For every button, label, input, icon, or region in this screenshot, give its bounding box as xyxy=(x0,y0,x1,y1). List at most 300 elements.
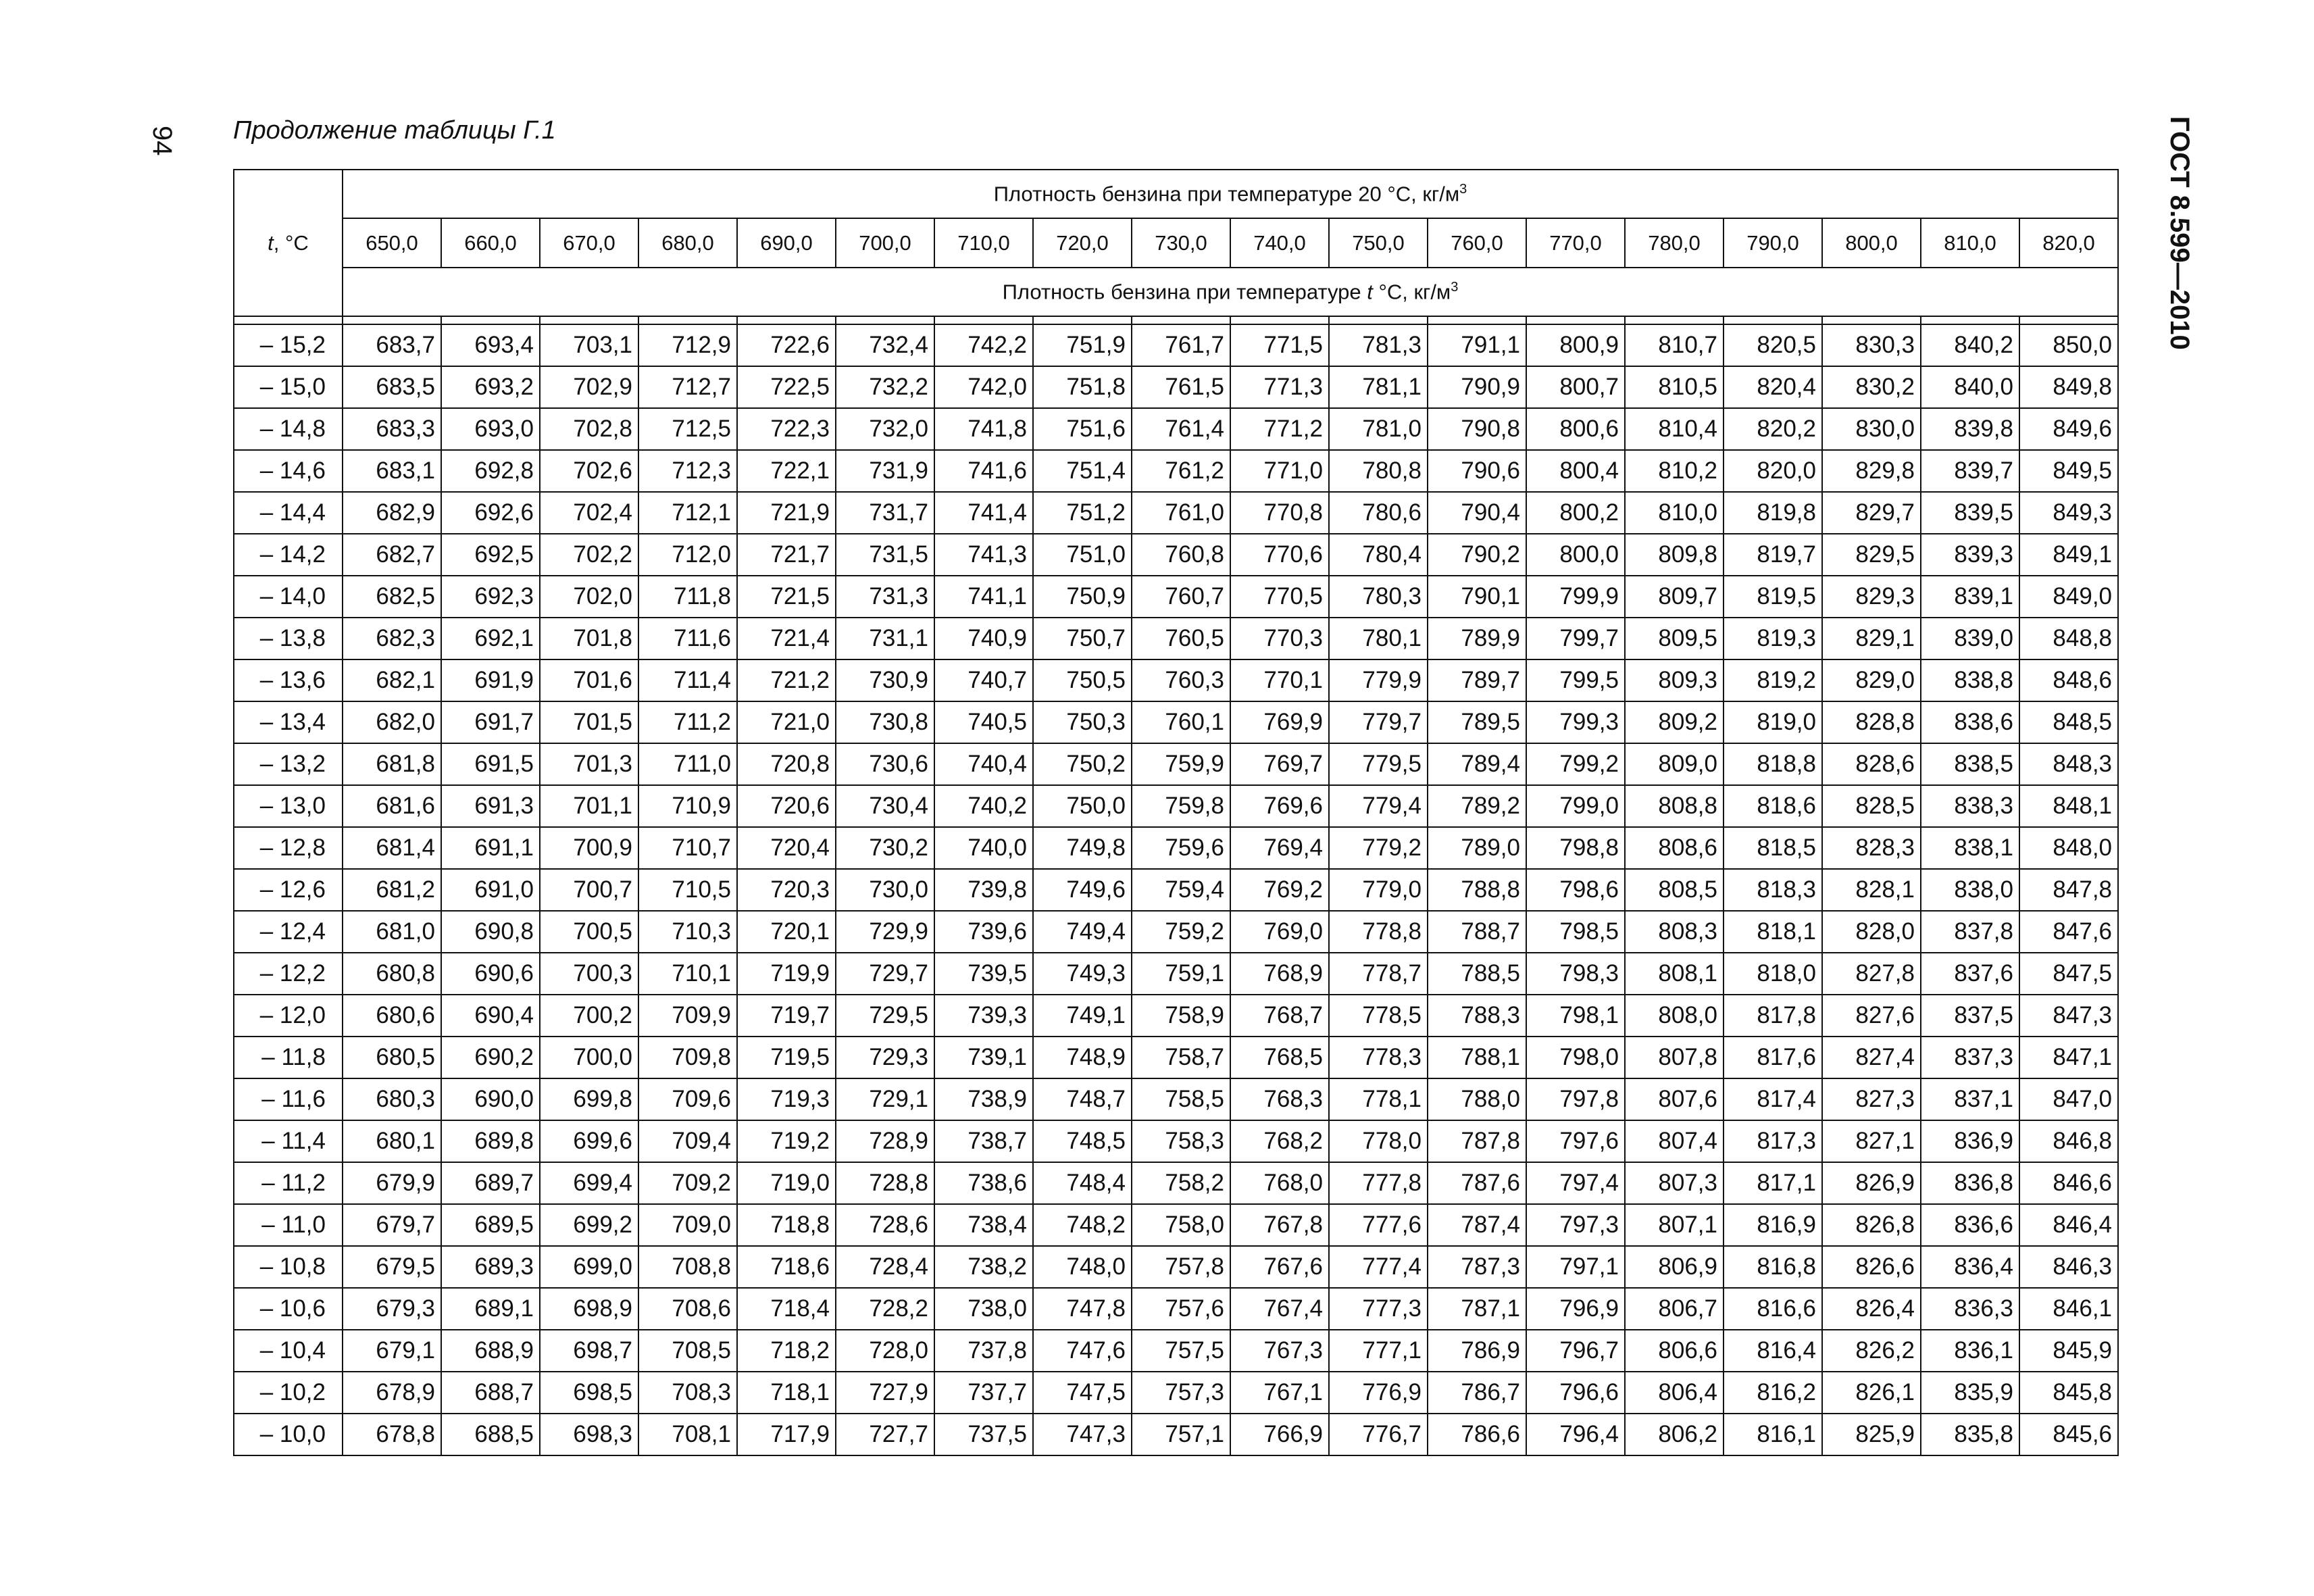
density-cell: 789,7 xyxy=(1428,659,1526,701)
density-cell: 767,3 xyxy=(1230,1330,1329,1372)
density-cell: 797,6 xyxy=(1526,1120,1625,1162)
density-cell: 800,7 xyxy=(1526,366,1625,408)
density-cell: 771,5 xyxy=(1230,324,1329,366)
density-cell: 797,4 xyxy=(1526,1162,1625,1204)
density-cell: 847,0 xyxy=(2019,1078,2118,1120)
density-cell: 691,9 xyxy=(441,659,540,701)
density-cell: 731,5 xyxy=(836,534,934,576)
temperature-cell: – 10,0 xyxy=(234,1414,343,1455)
table-row xyxy=(234,1288,2118,1330)
density-cell: 741,6 xyxy=(934,450,1033,492)
density-cell: 810,4 xyxy=(1625,408,1724,450)
density-cell: 816,4 xyxy=(1724,1330,1822,1372)
density-cell: 721,5 xyxy=(737,576,836,618)
density-cell: 816,1 xyxy=(1724,1414,1822,1455)
density-cell: 816,8 xyxy=(1724,1246,1822,1288)
density-cell: 827,3 xyxy=(1822,1078,1921,1120)
density-cell: 771,0 xyxy=(1230,450,1329,492)
density-cell: 797,1 xyxy=(1526,1246,1625,1288)
density-cell: 703,1 xyxy=(540,324,638,366)
density-cell: 708,8 xyxy=(638,1246,737,1288)
table-row xyxy=(234,869,2118,911)
table-row xyxy=(234,953,2118,995)
density-cell: 749,6 xyxy=(1033,869,1132,911)
density-cell: 796,6 xyxy=(1526,1372,1625,1414)
table-row xyxy=(234,1414,2118,1455)
density-cell: 748,9 xyxy=(1033,1037,1132,1078)
density-20-header-cell: 800,0 xyxy=(1822,218,1921,268)
spacer-cell xyxy=(1724,316,1822,324)
density-cell: 848,8 xyxy=(2019,618,2118,659)
density-cell: 729,9 xyxy=(836,911,934,953)
density-cell: 838,5 xyxy=(1921,743,2019,785)
density-cell: 708,1 xyxy=(638,1414,737,1455)
density-cell: 742,0 xyxy=(934,366,1033,408)
density-cell: 680,6 xyxy=(343,995,441,1037)
density-cell: 819,5 xyxy=(1724,576,1822,618)
density-cell: 681,2 xyxy=(343,869,441,911)
density-cell: 770,5 xyxy=(1230,576,1329,618)
density-cell: 720,1 xyxy=(737,911,836,953)
density-cell: 747,6 xyxy=(1033,1330,1132,1372)
density-cell: 787,6 xyxy=(1428,1162,1526,1204)
density-cell: 798,3 xyxy=(1526,953,1625,995)
density-20-header-cell: 680,0 xyxy=(638,218,737,268)
density-20-header-cell: 670,0 xyxy=(540,218,638,268)
density-20-header-cell: 650,0 xyxy=(343,218,441,268)
density-cell: 738,9 xyxy=(934,1078,1033,1120)
density-cell: 711,0 xyxy=(638,743,737,785)
density-cell: 849,1 xyxy=(2019,534,2118,576)
density-cell: 691,1 xyxy=(441,827,540,869)
density-cell: 799,9 xyxy=(1526,576,1625,618)
density-cell: 761,4 xyxy=(1132,408,1230,450)
density-cell: 799,7 xyxy=(1526,618,1625,659)
density-cell: 828,6 xyxy=(1822,743,1921,785)
density-cell: 787,1 xyxy=(1428,1288,1526,1330)
spacer-cell xyxy=(1033,316,1132,324)
density-cell: 680,8 xyxy=(343,953,441,995)
density-cell: 829,5 xyxy=(1822,534,1921,576)
density-cell: 692,8 xyxy=(441,450,540,492)
density-at-20-text: Плотность бензина при температуре 20 °С, кг/м xyxy=(993,182,1460,206)
table-row xyxy=(234,911,2118,953)
spacer-cell xyxy=(1921,316,2019,324)
density-cell: 680,1 xyxy=(343,1120,441,1162)
density-cell: 846,1 xyxy=(2019,1288,2118,1330)
density-cell: 819,3 xyxy=(1724,618,1822,659)
density-cell: 840,0 xyxy=(1921,366,2019,408)
density-cell: 808,6 xyxy=(1625,827,1724,869)
density-cell: 820,0 xyxy=(1724,450,1822,492)
density-cell: 692,1 xyxy=(441,618,540,659)
density-cell: 710,7 xyxy=(638,827,737,869)
density-cell: 730,9 xyxy=(836,659,934,701)
density-cell: 702,2 xyxy=(540,534,638,576)
document-code: ГОСТ 8.599—2010 xyxy=(2165,116,2194,350)
density-at-20-header xyxy=(343,170,2118,218)
density-cell: 700,0 xyxy=(540,1037,638,1078)
density-cell: 839,0 xyxy=(1921,618,2019,659)
density-cell: 818,6 xyxy=(1724,785,1822,827)
density-cell: 788,0 xyxy=(1428,1078,1526,1120)
density-cell: 728,8 xyxy=(836,1162,934,1204)
density-cell: 738,2 xyxy=(934,1246,1033,1288)
density-cell: 739,8 xyxy=(934,869,1033,911)
density-cell: 806,4 xyxy=(1625,1372,1724,1414)
density-cell: 850,0 xyxy=(2019,324,2118,366)
density-cell: 826,8 xyxy=(1822,1204,1921,1246)
temperature-cell: – 14,6 xyxy=(234,450,343,492)
density-cell: 758,0 xyxy=(1132,1204,1230,1246)
density-cell: 702,4 xyxy=(540,492,638,534)
density-cell: 719,7 xyxy=(737,995,836,1037)
table-row xyxy=(234,1162,2118,1204)
density-cell: 689,8 xyxy=(441,1120,540,1162)
density-cell: 690,4 xyxy=(441,995,540,1037)
density-cell: 693,2 xyxy=(441,366,540,408)
density-20-header-cell: 770,0 xyxy=(1526,218,1625,268)
density-cell: 760,5 xyxy=(1132,618,1230,659)
table-row xyxy=(234,1078,2118,1120)
density-cell: 839,1 xyxy=(1921,576,2019,618)
density-cell: 688,9 xyxy=(441,1330,540,1372)
density-cell: 680,3 xyxy=(343,1078,441,1120)
density-cell: 779,9 xyxy=(1329,659,1428,701)
density-cell: 757,1 xyxy=(1132,1414,1230,1455)
density-cell: 681,0 xyxy=(343,911,441,953)
spacer-cell xyxy=(234,316,343,324)
density-cell: 728,4 xyxy=(836,1246,934,1288)
density-cell: 829,7 xyxy=(1822,492,1921,534)
density-cell: 800,9 xyxy=(1526,324,1625,366)
density-cell: 787,3 xyxy=(1428,1246,1526,1288)
density-cell: 836,1 xyxy=(1921,1330,2019,1372)
temperature-cell: – 10,8 xyxy=(234,1246,343,1288)
density-cell: 779,5 xyxy=(1329,743,1428,785)
density-cell: 826,1 xyxy=(1822,1372,1921,1414)
density-cell: 708,5 xyxy=(638,1330,737,1372)
density-at-t-sup: 3 xyxy=(1451,279,1459,295)
density-cell: 711,6 xyxy=(638,618,737,659)
density-cell: 849,8 xyxy=(2019,366,2118,408)
density-cell: 727,7 xyxy=(836,1414,934,1455)
density-cell: 816,6 xyxy=(1724,1288,1822,1330)
density-cell: 691,3 xyxy=(441,785,540,827)
density-cell: 771,2 xyxy=(1230,408,1329,450)
density-cell: 699,6 xyxy=(540,1120,638,1162)
density-cell: 712,0 xyxy=(638,534,737,576)
density-cell: 681,4 xyxy=(343,827,441,869)
table-row xyxy=(234,1372,2118,1414)
density-cell: 778,7 xyxy=(1329,953,1428,995)
density-cell: 798,8 xyxy=(1526,827,1625,869)
density-cell: 740,5 xyxy=(934,701,1033,743)
density-cell: 740,9 xyxy=(934,618,1033,659)
density-cell: 807,8 xyxy=(1625,1037,1724,1078)
density-cell: 760,8 xyxy=(1132,534,1230,576)
density-cell: 777,6 xyxy=(1329,1204,1428,1246)
density-cell: 699,0 xyxy=(540,1246,638,1288)
density-cell: 700,2 xyxy=(540,995,638,1037)
density-at-20-values-row xyxy=(234,218,2118,268)
density-cell: 767,1 xyxy=(1230,1372,1329,1414)
density-cell: 750,2 xyxy=(1033,743,1132,785)
density-cell: 693,4 xyxy=(441,324,540,366)
density-cell: 712,1 xyxy=(638,492,737,534)
density-cell: 807,3 xyxy=(1625,1162,1724,1204)
density-cell: 729,7 xyxy=(836,953,934,995)
density-cell: 808,5 xyxy=(1625,869,1724,911)
temperature-cell: – 13,2 xyxy=(234,743,343,785)
density-cell: 780,6 xyxy=(1329,492,1428,534)
density-cell: 847,6 xyxy=(2019,911,2118,953)
density-cell: 738,4 xyxy=(934,1204,1033,1246)
density-cell: 701,6 xyxy=(540,659,638,701)
density-cell: 786,9 xyxy=(1428,1330,1526,1372)
density-cell: 818,1 xyxy=(1724,911,1822,953)
density-cell: 846,3 xyxy=(2019,1246,2118,1288)
density-at-t-pre: Плотность бензина при температуре xyxy=(1002,280,1367,304)
spacer-cell xyxy=(1230,316,1329,324)
temperature-cell: – 12,4 xyxy=(234,911,343,953)
density-cell: 789,0 xyxy=(1428,827,1526,869)
temperature-cell: – 12,0 xyxy=(234,995,343,1037)
density-cell: 828,1 xyxy=(1822,869,1921,911)
density-cell: 701,3 xyxy=(540,743,638,785)
density-cell: 751,9 xyxy=(1033,324,1132,366)
density-cell: 806,9 xyxy=(1625,1246,1724,1288)
density-cell: 780,8 xyxy=(1329,450,1428,492)
density-cell: 709,2 xyxy=(638,1162,737,1204)
density-cell: 701,1 xyxy=(540,785,638,827)
density-cell: 719,9 xyxy=(737,953,836,995)
page-number: 94 xyxy=(147,126,177,156)
density-cell: 829,8 xyxy=(1822,450,1921,492)
density-cell: 819,2 xyxy=(1724,659,1822,701)
density-cell: 788,8 xyxy=(1428,869,1526,911)
spacer-cell xyxy=(540,316,638,324)
density-cell: 720,8 xyxy=(737,743,836,785)
density-cell: 691,5 xyxy=(441,743,540,785)
spacer-cell xyxy=(1428,316,1526,324)
density-cell: 779,2 xyxy=(1329,827,1428,869)
density-20-header-cell: 820,0 xyxy=(2019,218,2118,268)
density-cell: 700,9 xyxy=(540,827,638,869)
density-cell: 839,8 xyxy=(1921,408,2019,450)
density-cell: 818,0 xyxy=(1724,953,1822,995)
density-cell: 702,0 xyxy=(540,576,638,618)
density-cell: 741,1 xyxy=(934,576,1033,618)
density-cell: 788,7 xyxy=(1428,911,1526,953)
density-cell: 806,7 xyxy=(1625,1288,1724,1330)
density-cell: 683,5 xyxy=(343,366,441,408)
density-cell: 692,6 xyxy=(441,492,540,534)
density-cell: 728,6 xyxy=(836,1204,934,1246)
density-cell: 711,4 xyxy=(638,659,737,701)
spacer-cell xyxy=(1132,316,1230,324)
density-cell: 761,5 xyxy=(1132,366,1230,408)
density-20-header-cell: 730,0 xyxy=(1132,218,1230,268)
temperature-cell: – 10,6 xyxy=(234,1288,343,1330)
density-cell: 751,4 xyxy=(1033,450,1132,492)
density-cell: 797,3 xyxy=(1526,1204,1625,1246)
density-cell: 800,4 xyxy=(1526,450,1625,492)
density-cell: 718,4 xyxy=(737,1288,836,1330)
density-cell: 738,0 xyxy=(934,1288,1033,1330)
density-cell: 698,3 xyxy=(540,1414,638,1455)
density-cell: 849,0 xyxy=(2019,576,2118,618)
density-cell: 731,9 xyxy=(836,450,934,492)
density-cell: 679,9 xyxy=(343,1162,441,1204)
density-cell: 692,3 xyxy=(441,576,540,618)
density-cell: 797,8 xyxy=(1526,1078,1625,1120)
density-cell: 721,7 xyxy=(737,534,836,576)
temperature-cell: – 15,0 xyxy=(234,366,343,408)
spacer-cell xyxy=(1526,316,1625,324)
density-cell: 820,2 xyxy=(1724,408,1822,450)
density-cell: 729,1 xyxy=(836,1078,934,1120)
density-cell: 828,0 xyxy=(1822,911,1921,953)
density-cell: 679,3 xyxy=(343,1288,441,1330)
density-cell: 848,0 xyxy=(2019,827,2118,869)
density-cell: 816,9 xyxy=(1724,1204,1822,1246)
density-cell: 777,4 xyxy=(1329,1246,1428,1288)
temperature-cell: – 12,2 xyxy=(234,953,343,995)
density-cell: 758,5 xyxy=(1132,1078,1230,1120)
density-cell: 689,1 xyxy=(441,1288,540,1330)
density-cell: 808,0 xyxy=(1625,995,1724,1037)
density-cell: 790,6 xyxy=(1428,450,1526,492)
density-cell: 798,6 xyxy=(1526,869,1625,911)
density-cell: 807,1 xyxy=(1625,1204,1724,1246)
density-cell: 747,5 xyxy=(1033,1372,1132,1414)
temperature-cell: – 13,0 xyxy=(234,785,343,827)
density-cell: 760,3 xyxy=(1132,659,1230,701)
density-cell: 766,9 xyxy=(1230,1414,1329,1455)
density-cell: 818,8 xyxy=(1724,743,1822,785)
density-cell: 767,6 xyxy=(1230,1246,1329,1288)
density-cell: 738,6 xyxy=(934,1162,1033,1204)
temperature-cell: – 11,4 xyxy=(234,1120,343,1162)
temperature-cell: – 14,4 xyxy=(234,492,343,534)
density-cell: 757,6 xyxy=(1132,1288,1230,1330)
density-cell: 817,1 xyxy=(1724,1162,1822,1204)
temperature-header xyxy=(234,170,343,316)
spacer-cell xyxy=(441,316,540,324)
density-cell: 806,2 xyxy=(1625,1414,1724,1455)
density-20-header-cell: 810,0 xyxy=(1921,218,2019,268)
density-cell: 759,1 xyxy=(1132,953,1230,995)
density-cell: 721,4 xyxy=(737,618,836,659)
density-cell: 700,3 xyxy=(540,953,638,995)
density-cell: 740,4 xyxy=(934,743,1033,785)
density-at-t-header xyxy=(343,268,2118,316)
density-cell: 849,6 xyxy=(2019,408,2118,450)
density-cell: 800,6 xyxy=(1526,408,1625,450)
density-cell: 800,2 xyxy=(1526,492,1625,534)
density-cell: 816,2 xyxy=(1724,1372,1822,1414)
density-table xyxy=(233,169,2119,1456)
density-cell: 739,1 xyxy=(934,1037,1033,1078)
density-cell: 769,0 xyxy=(1230,911,1329,953)
temperature-cell: – 12,6 xyxy=(234,869,343,911)
density-cell: 722,3 xyxy=(737,408,836,450)
density-cell: 809,8 xyxy=(1625,534,1724,576)
density-cell: 699,4 xyxy=(540,1162,638,1204)
density-cell: 820,4 xyxy=(1724,366,1822,408)
density-cell: 786,6 xyxy=(1428,1414,1526,1455)
density-cell: 770,6 xyxy=(1230,534,1329,576)
density-cell: 768,2 xyxy=(1230,1120,1329,1162)
density-cell: 750,3 xyxy=(1033,701,1132,743)
density-cell: 738,7 xyxy=(934,1120,1033,1162)
density-cell: 717,9 xyxy=(737,1414,836,1455)
temperature-cell: – 14,2 xyxy=(234,534,343,576)
density-cell: 840,2 xyxy=(1921,324,2019,366)
density-cell: 836,8 xyxy=(1921,1162,2019,1204)
table-row xyxy=(234,659,2118,701)
density-cell: 798,1 xyxy=(1526,995,1625,1037)
density-cell: 701,8 xyxy=(540,618,638,659)
density-cell: 741,8 xyxy=(934,408,1033,450)
density-cell: 748,5 xyxy=(1033,1120,1132,1162)
table-row xyxy=(234,1246,2118,1288)
density-cell: 838,3 xyxy=(1921,785,2019,827)
density-cell: 759,4 xyxy=(1132,869,1230,911)
density-cell: 828,8 xyxy=(1822,701,1921,743)
density-cell: 819,8 xyxy=(1724,492,1822,534)
density-cell: 758,7 xyxy=(1132,1037,1230,1078)
density-cell: 846,4 xyxy=(2019,1204,2118,1246)
density-cell: 709,0 xyxy=(638,1204,737,1246)
density-cell: 720,3 xyxy=(737,869,836,911)
density-cell: 740,0 xyxy=(934,827,1033,869)
table-row xyxy=(234,701,2118,743)
density-cell: 806,6 xyxy=(1625,1330,1724,1372)
density-cell: 839,3 xyxy=(1921,534,2019,576)
temperature-cell: – 11,2 xyxy=(234,1162,343,1204)
density-cell: 698,5 xyxy=(540,1372,638,1414)
density-cell: 720,6 xyxy=(737,785,836,827)
density-cell: 689,3 xyxy=(441,1246,540,1288)
density-cell: 836,6 xyxy=(1921,1204,2019,1246)
density-cell: 678,8 xyxy=(343,1414,441,1455)
density-cell: 818,5 xyxy=(1724,827,1822,869)
density-cell: 847,3 xyxy=(2019,995,2118,1037)
density-cell: 751,2 xyxy=(1033,492,1132,534)
density-cell: 796,4 xyxy=(1526,1414,1625,1455)
density-cell: 740,7 xyxy=(934,659,1033,701)
density-cell: 835,9 xyxy=(1921,1372,2019,1414)
density-cell: 759,6 xyxy=(1132,827,1230,869)
density-cell: 767,8 xyxy=(1230,1204,1329,1246)
density-cell: 682,1 xyxy=(343,659,441,701)
density-cell: 789,9 xyxy=(1428,618,1526,659)
density-cell: 835,8 xyxy=(1921,1414,2019,1455)
density-cell: 818,3 xyxy=(1724,869,1822,911)
density-cell: 749,4 xyxy=(1033,911,1132,953)
density-cell: 698,9 xyxy=(540,1288,638,1330)
density-cell: 810,0 xyxy=(1625,492,1724,534)
density-cell: 761,2 xyxy=(1132,450,1230,492)
density-cell: 690,6 xyxy=(441,953,540,995)
density-cell: 710,1 xyxy=(638,953,737,995)
density-cell: 699,8 xyxy=(540,1078,638,1120)
density-cell: 790,2 xyxy=(1428,534,1526,576)
density-cell: 719,3 xyxy=(737,1078,836,1120)
density-cell: 827,8 xyxy=(1822,953,1921,995)
